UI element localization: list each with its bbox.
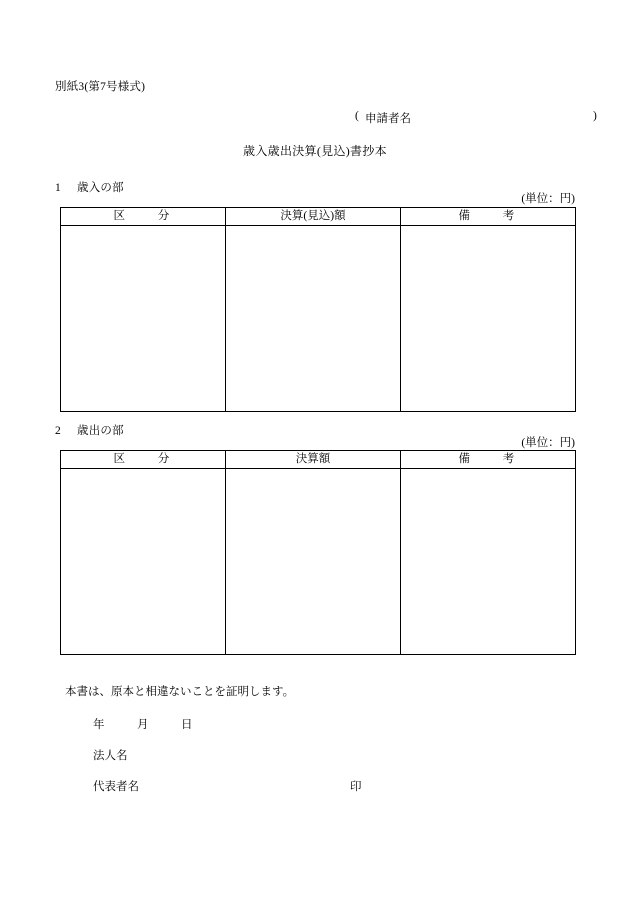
cell-category-2[interactable] [61, 469, 226, 655]
cell-amount-1[interactable] [226, 226, 401, 412]
applicant-name-label: 申請者名 [365, 113, 411, 125]
revenue-table [60, 207, 576, 412]
column-header-amount-2: 決算額 [226, 451, 401, 469]
column-header-category-1: 区 分 [61, 208, 226, 226]
page-title: 歳入歳出決算(見込)書抄本 [243, 144, 387, 158]
month-label: 月 [137, 719, 149, 731]
column-header-remarks-2: 備 考 [401, 451, 576, 469]
applicant-open-paren: ( [355, 110, 359, 122]
form-identifier: 別紙3(第7号様式) [55, 81, 146, 93]
table-row [61, 226, 576, 412]
section-label-2: 歳出の部 [77, 425, 124, 437]
section-heading-revenue [55, 179, 124, 195]
section-heading-expenditure [55, 422, 124, 438]
unit-note-2: (単位：円) [521, 437, 575, 449]
seal-mark: 印 [350, 781, 362, 793]
section-label-1: 歳入の部 [77, 182, 124, 194]
table-header-row [61, 208, 576, 226]
year-label: 年 [93, 719, 105, 731]
section-number-2: 2 [55, 425, 61, 437]
column-header-category-2: 区 分 [61, 451, 226, 469]
section-number-1: 1 [55, 182, 61, 194]
cell-category-1[interactable] [61, 226, 226, 412]
day-label: 日 [181, 719, 193, 731]
column-header-amount-1: 決算(見込)額 [226, 208, 401, 226]
column-header-remarks-1: 備 考 [401, 208, 576, 226]
unit-note-1: (単位：円) [521, 193, 575, 205]
table-header-row [61, 451, 576, 469]
table-row [61, 469, 576, 655]
cell-amount-2[interactable] [226, 469, 401, 655]
representative-name-label: 代表者名 [93, 781, 139, 793]
corporation-name-label: 法人名 [93, 750, 128, 762]
certification-statement: 本書は、原本と相違ないことを証明します。 [65, 686, 295, 698]
document-sheet [55, 0, 597, 903]
applicant-close-paren: ) [593, 110, 597, 122]
cell-remarks-1[interactable] [401, 226, 576, 412]
expenditure-table [60, 450, 576, 655]
cell-remarks-2[interactable] [401, 469, 576, 655]
date-line [93, 716, 193, 732]
